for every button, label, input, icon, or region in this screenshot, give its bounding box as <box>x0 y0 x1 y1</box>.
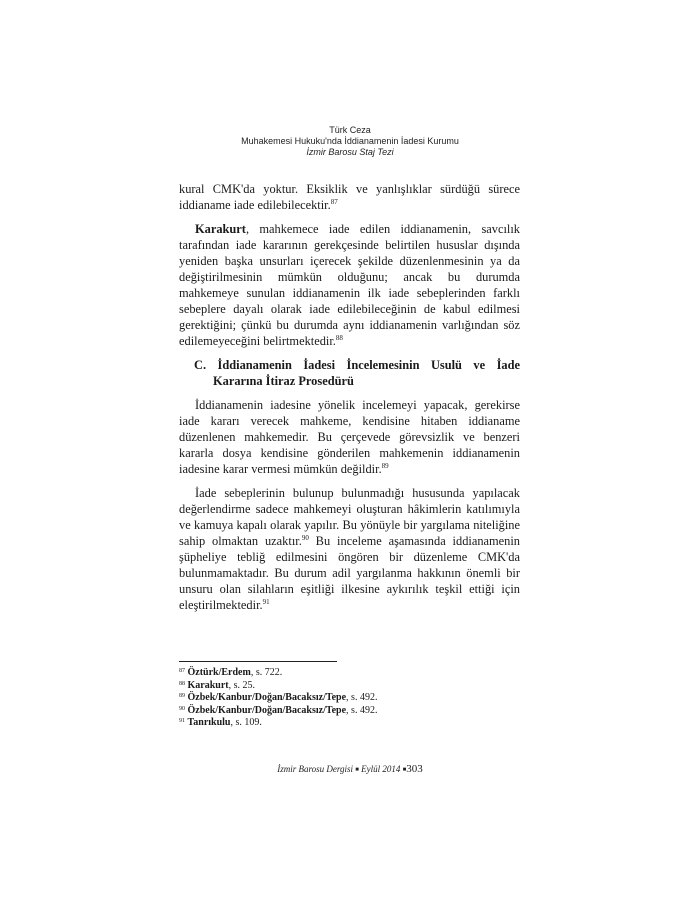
footnote-item: $^{87}$ Öztürk/Erdem, s. 722. <box>179 667 283 678</box>
footnote-item: $^{88}$ Karakurt, s. 25. <box>179 679 256 691</box>
footnotes <box>179 667 520 730</box>
page-footer <box>0 763 700 775</box>
footnote-item: $^{89}$ Özbek/Kanbur/Doğan/Bacaksız/Tepe, s. 492. <box>179 692 378 703</box>
footnote-ref-91[interactable]: 91 <box>262 598 270 606</box>
footnote-ref-89[interactable]: 89 <box>381 462 389 470</box>
paragraph-2: Karakurt, mahkemece iade edilen iddianamenin, savcılık tarafından iade kararının gerekçesinde belirtilen hususlar dışında yeniden başka unsurları içerecek şekilde düzenlenmesinin ya da değiştirilmesinin mümkün olduğunu; ancak bu durumda mahkemeye sunulan iddianamenin ilk iade sebeplerinden farklı sebeplere dayalı olarak iade edilebileceğinin de kabul edilmesi gerektiğini; çünkü bu durumda aynı iddianamenin varlığından söz edilemeyeceğini belirtmektedir.$^{88}$ <box>179 222 520 348</box>
author-name: Karakurt <box>195 222 246 236</box>
header-line-1: Türk Ceza <box>329 125 371 135</box>
page-number: 303 <box>406 763 423 775</box>
running-header <box>0 125 700 158</box>
footnote-item: $^{91}$ Tanrıkulu, s. 109. <box>179 717 262 728</box>
footnote-ref-88[interactable]: 88 <box>335 334 343 342</box>
main-body <box>179 181 520 621</box>
paragraph-3: İddianamenin iadesine yönelik incelemeyi yapacak, gerekirse iade kararı verecek mahkeme, kendisine hitaben iddianame düzenlenen mahkemedir. Bu çerçevede görevsizlik ve benzeri kararla dosya kendisine gönderilen mahkemenin iddianamenin iadesine karar vermesi mümkün değildir.$^{89}$ <box>179 398 520 476</box>
separator-icon: ■ <box>402 767 407 773</box>
header-line-3: İzmir Barosu Staj Tezi <box>306 147 394 157</box>
issue-date: Eylül 2014 <box>361 764 401 774</box>
footnote-divider <box>179 661 337 662</box>
footnote-ref-87[interactable]: 87 <box>330 198 338 206</box>
paragraph-4: İade sebeplerinin bulunup bulunmadığı hususunda yapılacak değerlendirme sadece mahkemeyi oluşturan hâkimlerin katılımıyla ve kamuya kapalı olarak yapılır. Bu yönüyle bir yargılama niteliğine sahip olmaktan uzaktır.$^{90}$ Bu inceleme aşamasında iddianamenin şüpheliye tebliğ edilmesini öngören bir düzenleme CMK'da bulunmamaktadır. Bu durum adil yargılanma hakkının önemli bir unsuru olan silahların eşitliği ilkesine aykırılık teşkil ettiği için eleştirilmektedir.$^{91}$ <box>179 486 520 612</box>
section-heading: C. İddianamenin İadesi İncelemesinin Usulü ve İade Kararına İtiraz Prosedürü <box>194 358 520 388</box>
header-line-2: Muhakemesi Hukuku'nda İddianamenin İadesi Kurumu <box>241 136 459 146</box>
paragraph-1: kural CMK'da yoktur. Eksiklik ve yanlışlıklar sürdüğü sürece iddianame iade edilebilecektir.$^{87}$ <box>179 182 520 212</box>
footnote-ref-90[interactable]: 90 <box>301 534 309 542</box>
separator-icon: ■ <box>355 767 359 773</box>
journal-name: İzmir Barosu Dergisi <box>277 764 354 774</box>
footnote-item: $^{90}$ Özbek/Kanbur/Doğan/Bacaksız/Tepe, s. 492. <box>179 704 378 716</box>
